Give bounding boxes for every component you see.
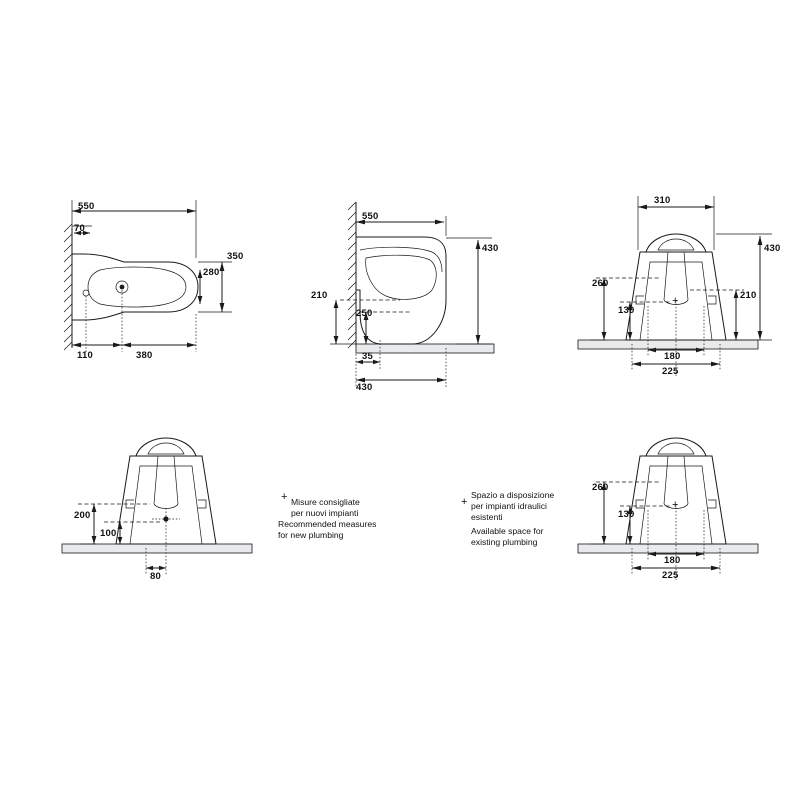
legend-existing-plumbing-line1: Spazio a disposizione [471, 490, 555, 500]
dimension-label-430-front: 430 [764, 243, 781, 254]
legend-existing-plumbing-line3: esistenti [471, 512, 503, 522]
dimension-label-380: 380 [136, 350, 153, 361]
dimension-label-280: 280 [203, 267, 220, 278]
dimension-label-260-top-right: 260 [592, 278, 609, 289]
legend-new-plumbing-line3: Recommended measures [278, 519, 377, 529]
plus-marker-bottom-right: + [672, 295, 679, 307]
dimension-label-100: 100 [100, 528, 117, 539]
dimension-label-130-bottom-right: 130 [618, 509, 635, 520]
legend-existing-plumbing-line2: per impianti idraulici [471, 501, 547, 511]
dimension-label-350: 350 [227, 251, 244, 262]
legend-new-plumbing-line2: per nuovi impianti [291, 508, 359, 518]
dimension-label-110: 110 [77, 350, 93, 361]
dimension-label-80: 80 [150, 571, 161, 582]
view-side-section [330, 202, 494, 388]
dimension-label-35: 35 [362, 351, 373, 362]
dimension-label-180-top-right: 180 [664, 351, 681, 362]
legend-new-plumbing-line4: for new plumbing [278, 530, 344, 540]
plus-marker-top-right: + [672, 499, 679, 511]
dimension-label-210-section: 210 [311, 290, 328, 301]
dimension-label-200: 200 [74, 510, 91, 521]
dimension-label-225-top-right: 225 [662, 366, 679, 377]
legend-existing-plumbing-line5: existing plumbing [471, 537, 538, 547]
dimension-label-180-bottom-right: 180 [664, 555, 681, 566]
dimension-label-250: 250 [356, 308, 373, 319]
dimension-label-225-bottom-right: 225 [662, 570, 679, 581]
dimension-label-70: 70 [74, 223, 85, 234]
view-front-view-bottom-left [62, 438, 252, 576]
legend-existing-plumbing-line4: Available space for [471, 526, 544, 536]
dimension-label-130-top-right: 130 [618, 305, 635, 316]
legend-marker-new-plumbing: + [281, 491, 288, 503]
dimension-label-550-section: 550 [362, 211, 379, 222]
dimension-label-430-bottom: 430 [356, 382, 373, 393]
dimension-label-430-right: 430 [482, 243, 499, 254]
legend-new-plumbing-line1: Misure consigliate [291, 497, 360, 507]
dimension-label-210-front: 210 [740, 290, 757, 301]
dimension-label-260-bottom-right: 260 [592, 482, 609, 493]
legend-marker-existing-plumbing: + [461, 496, 468, 508]
dimension-label-550-side-view: 550 [78, 201, 95, 212]
dimension-label-310: 310 [654, 195, 671, 206]
